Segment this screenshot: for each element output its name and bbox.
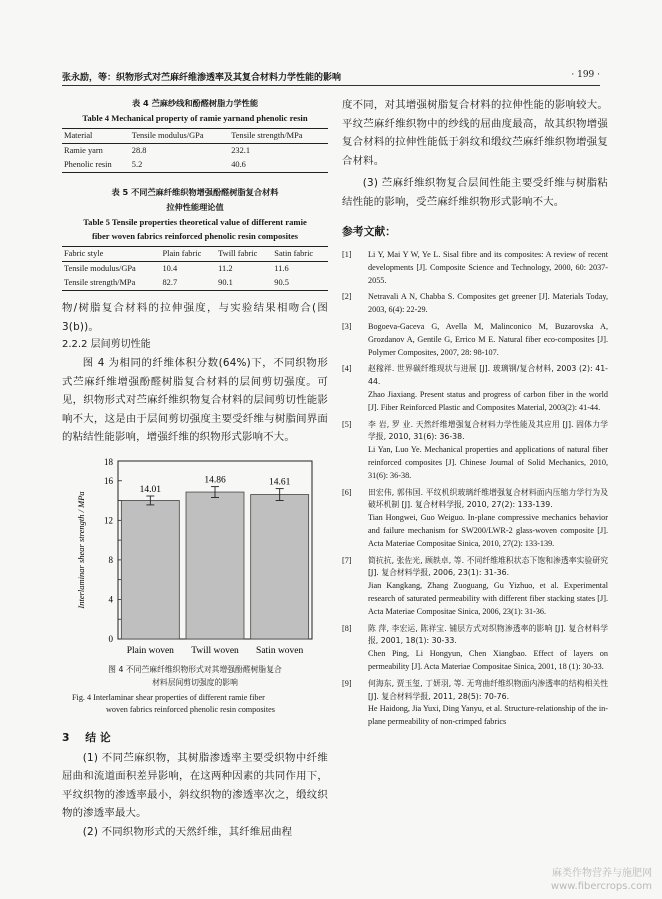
y-tick-label: 0 xyxy=(108,633,113,644)
x-tick-label: Twill woven xyxy=(191,645,239,656)
table4-caption-en: Table 4 Mechanical property of ramie yarnand phenolic resin xyxy=(82,113,308,123)
table-cell: 11.2 xyxy=(218,264,233,273)
figure4-caption-zh-1: 图 4 不同苎麻纤维织物形式对其增强酚醛树脂复合 xyxy=(108,664,282,674)
table5-caption-zh-2: 拉伸性能理论值 xyxy=(166,202,224,212)
reference-item xyxy=(342,291,608,317)
y-tick-label: 18 xyxy=(104,456,113,467)
reference-text-zh: 简抗抗, 张佐光, 顾轶卓, 等. 不同纤维堆积状态下饱和渗透率实验研究 [J]. 复合材料学报, 2006, 23(1): 31-36. xyxy=(368,555,608,578)
page-number: · 199 · xyxy=(571,70,600,80)
x-tick-label: Plain woven xyxy=(126,645,174,656)
table-header-cell: Tensile strength/MPa xyxy=(231,131,303,140)
table-header-row xyxy=(62,247,328,262)
reference-number: [7] xyxy=(342,555,352,565)
bar xyxy=(251,494,309,638)
reference-text: Netravali A N, Chabba S. Composites get greener [J]. Materials Today, 2003, 6(4): 22-29. xyxy=(368,292,608,315)
reference-item xyxy=(342,678,608,729)
reference-number: [8] xyxy=(342,623,352,633)
subsection-heading: 2.2.2 层间剪切性能 xyxy=(62,339,151,350)
watermark xyxy=(551,867,652,893)
y-axis-label: Interlaminar shear strength / MPa xyxy=(76,490,86,609)
y-tick-label: 12 xyxy=(104,514,113,525)
reference-item xyxy=(342,363,608,414)
watermark-line: www.fibercrops.com xyxy=(550,881,652,892)
body-paragraph: 物/树脂复合材料的拉伸强度，与实验结果相吻合(图 3(b))。 xyxy=(62,302,328,333)
figure4-caption-en-2: woven fabrics reinforced phenolic resin composites xyxy=(106,705,275,714)
table4-caption-zh: 表 4 苎麻纱线和酚醛树脂力学性能 xyxy=(131,98,259,108)
reference-text: Li Y, Mai Y W, Ye L. Sisal fibre and its composites: A review of recent developments [J]. Composite Science and Technology, 2000, 60: 2037-2055. xyxy=(368,250,608,285)
reference-item xyxy=(342,419,608,483)
reference-number: [9] xyxy=(342,678,352,688)
table-row xyxy=(62,158,328,173)
table-row xyxy=(62,262,328,277)
interlaminar-shear-chart xyxy=(62,451,328,663)
figure4-caption-zh-2: 材料层间剪切强度的影响 xyxy=(152,677,238,687)
table-cell: 82.7 xyxy=(162,278,178,287)
reference-text-zh: 陈 萍, 李宏运, 陈祥宝. 铺层方式对织物渗透率的影响 [J]. 复合材料学报, 2001, 18(1): 30-33. xyxy=(368,623,608,646)
reference-item xyxy=(342,249,608,287)
right-column xyxy=(342,96,608,729)
table-row xyxy=(62,276,328,291)
table-header-cell: Satin fabric xyxy=(274,249,314,258)
reference-text: Bogoeva-Gaceva G, Avella M, Malinconico M, Buzarovska A, Grozdanov A, Gentile G, Errico M E. Natural fiber eco-composites [J]. Polymer Composites, 2007, 28: 98-107. xyxy=(368,321,608,357)
reference-item xyxy=(342,487,608,551)
table-header-cell: Plain fabric xyxy=(162,249,202,258)
table5-caption-zh-1: 表 5 不同苎麻纤维织物增强酚醛树脂复合材料 xyxy=(111,187,279,197)
reference-text: He Haidong, Jia Yuxi, Ding Yanyu, et al. Structure-relationship of the in-plane permeability of non-crimped fabrics xyxy=(368,704,608,727)
table5-caption-en-2: fiber woven fabrics reinforced phenolic resin composites xyxy=(91,231,299,241)
data-label: 14.61 xyxy=(268,477,291,488)
table-cell: 11.6 xyxy=(274,264,289,273)
reference-number: [2] xyxy=(342,292,352,302)
table-cell: 28.8 xyxy=(131,146,147,155)
table-cell: 40.6 xyxy=(231,160,246,169)
table-cell: Tensile strength/MPa xyxy=(64,278,136,287)
reference-number: [6] xyxy=(342,487,352,497)
y-tick-label: 4 xyxy=(108,593,113,604)
section-heading xyxy=(62,727,328,749)
x-tick-label: Satin woven xyxy=(256,645,304,656)
bar xyxy=(121,500,179,639)
reference-item xyxy=(342,555,608,619)
reference-text: Tian Hongwei, Guo Weiguo. In-plane compressive mechanics behavior and failure mechanism for SW200/LWR-2 glass-woven composite [J]. Acta Materiae Compositae Sinica, 2010, 27(2): 133-139. xyxy=(368,513,608,548)
figure4-caption-en-1: Fig. 4 Interlaminar shear properties of different ramie fiber xyxy=(72,692,265,702)
table-header-cell: Fabric style xyxy=(64,249,104,258)
body-paragraph: 图 4 为相同的纤维体积分数(64%)下，不同织物形式苎麻纤维增强酚醛树脂复合材料的层间剪切强度。可见，织物形式对苎麻纤维织物复合材料的层间剪切性能影响不大，这是由于层间剪切强度主要受纤维与树脂间界面的粘结性能影响，增强纤维的织物形式影响不大。 xyxy=(62,357,328,443)
table-cell: Ramie yarn xyxy=(64,146,103,155)
reference-text-zh: 何海东, 贾玉玺, 丁妍羽, 等. 无弯曲纤维织物面内渗透率的结构相关性 [J]. 复合材料学报, 2011, 28(5): 70-76. xyxy=(368,678,608,701)
table-cell: 10.4 xyxy=(162,264,178,273)
table-header-cell: Tensile modulus/GPa xyxy=(131,131,204,140)
table-header-row xyxy=(62,129,328,144)
table-cell: 90.1 xyxy=(218,278,233,287)
section-number: 3 xyxy=(62,730,70,744)
y-tick-label: 16 xyxy=(104,475,113,486)
reference-text-zh: 赵稼祥. 世界碳纤维现状与进展 [J]. 玻璃钢/复合材料, 2003 (2): 41-44. xyxy=(368,364,608,387)
reference-text-zh: 田宏伟, 郭伟国. 平纹机织玻璃纤维增强复合材料面内压缩力学行为及破坏机制 [J]. 复合材料学报, 2010, 27(2): 133-139. xyxy=(368,487,608,510)
references-heading: 参考文献： xyxy=(342,225,396,238)
table-header-cell: Material xyxy=(64,131,93,140)
table4 xyxy=(62,128,328,173)
reference-text: Zhao Jiaxiang. Present status and progress of carbon fiber in the world [J]. Fiber Reinforced Plastic and Composites Material, 2003(2): 41-44. xyxy=(368,389,608,412)
bar xyxy=(186,492,244,639)
reference-text-zh: 李 岩, 罗 业. 天然纤维增强复合材料力学性能及其应用 [J]. 固体力学学报, 2010, 31(6): 36-38. xyxy=(368,419,608,442)
watermark-line: 麻类作物营养与施肥网 xyxy=(552,868,652,879)
left-column xyxy=(62,96,328,841)
table-row xyxy=(62,144,328,159)
reference-item xyxy=(342,321,608,359)
table-cell: 5.2 xyxy=(131,160,143,169)
reference-text: Li Yan, Luo Ye. Mechanical properties and applications of natural fiber reinforced composites [J]. Chinese Journal of Solid Mechanics, 2010, 31(6): 36-38. xyxy=(368,445,608,480)
body-paragraph: (1) 不同苎麻织物，其树脂渗透率主要受织物中纤维屈曲和流道面积差异影响，在这两种因素的共同作用下，平纹织物的渗透率最小，斜纹织物的渗透率次之，缎纹织物的渗透率最大。 xyxy=(62,751,328,819)
data-label: 14.01 xyxy=(139,484,162,495)
body-paragraph: (3) 苎麻纤维织物复合层间性能主要受纤维与树脂粘结性能的影响，受苎麻纤维织物形式影响不大。 xyxy=(342,177,608,208)
body-paragraph: (2) 不同织物形式的天然纤维，其纤维屈曲程 xyxy=(82,825,293,838)
table-cell: 90.5 xyxy=(274,278,289,287)
table5 xyxy=(62,246,328,291)
table-header-cell: Twill fabric xyxy=(218,249,258,258)
reference-number: [3] xyxy=(342,321,352,331)
table-cell: 232.1 xyxy=(231,146,251,155)
table-cell: Tensile modulus/GPa xyxy=(64,264,136,273)
y-tick-label: 8 xyxy=(108,554,113,565)
body-paragraph: 度不同，对其增强树脂复合材料的拉伸性能的影响较大。平纹苎麻纤维织物中的纱线的屈曲度最高，故其织物增强复合材料的拉伸性能低于斜纹和缎纹苎麻纤维织物增强复合材料。 xyxy=(342,99,608,167)
table-cell: Phenolic resin xyxy=(64,160,112,169)
reference-number: [4] xyxy=(342,364,352,374)
reference-item xyxy=(342,623,608,674)
reference-number: [5] xyxy=(342,419,352,429)
running-header xyxy=(62,64,600,86)
reference-number: [1] xyxy=(342,250,352,259)
header-title: 张永励，等：织物形式对苎麻纤维渗透率及其复合材料力学性能的影响 xyxy=(62,73,342,83)
reference-text: Chen Ping, Li Hongyun, Chen Xiangbao. Effect of layers on permeability [J]. Acta Materiae Compositae Sinica, 2001, 18 (1): 30-33. xyxy=(368,649,608,671)
data-label: 14.86 xyxy=(204,475,226,486)
reference-text: Jian Kangkang, Zhang Zuoguang, Gu Yizhuo, et al. Experimental research of saturated permeability with different fiber stacking states [J]. Acta Materiae Compositae Sinica, 2006, 23(1): 31-36. xyxy=(368,581,608,616)
section-title: 结 论 xyxy=(85,730,111,744)
table5-caption-en-1: Table 5 Tensile properties theoretical value of different ramie xyxy=(83,217,307,227)
